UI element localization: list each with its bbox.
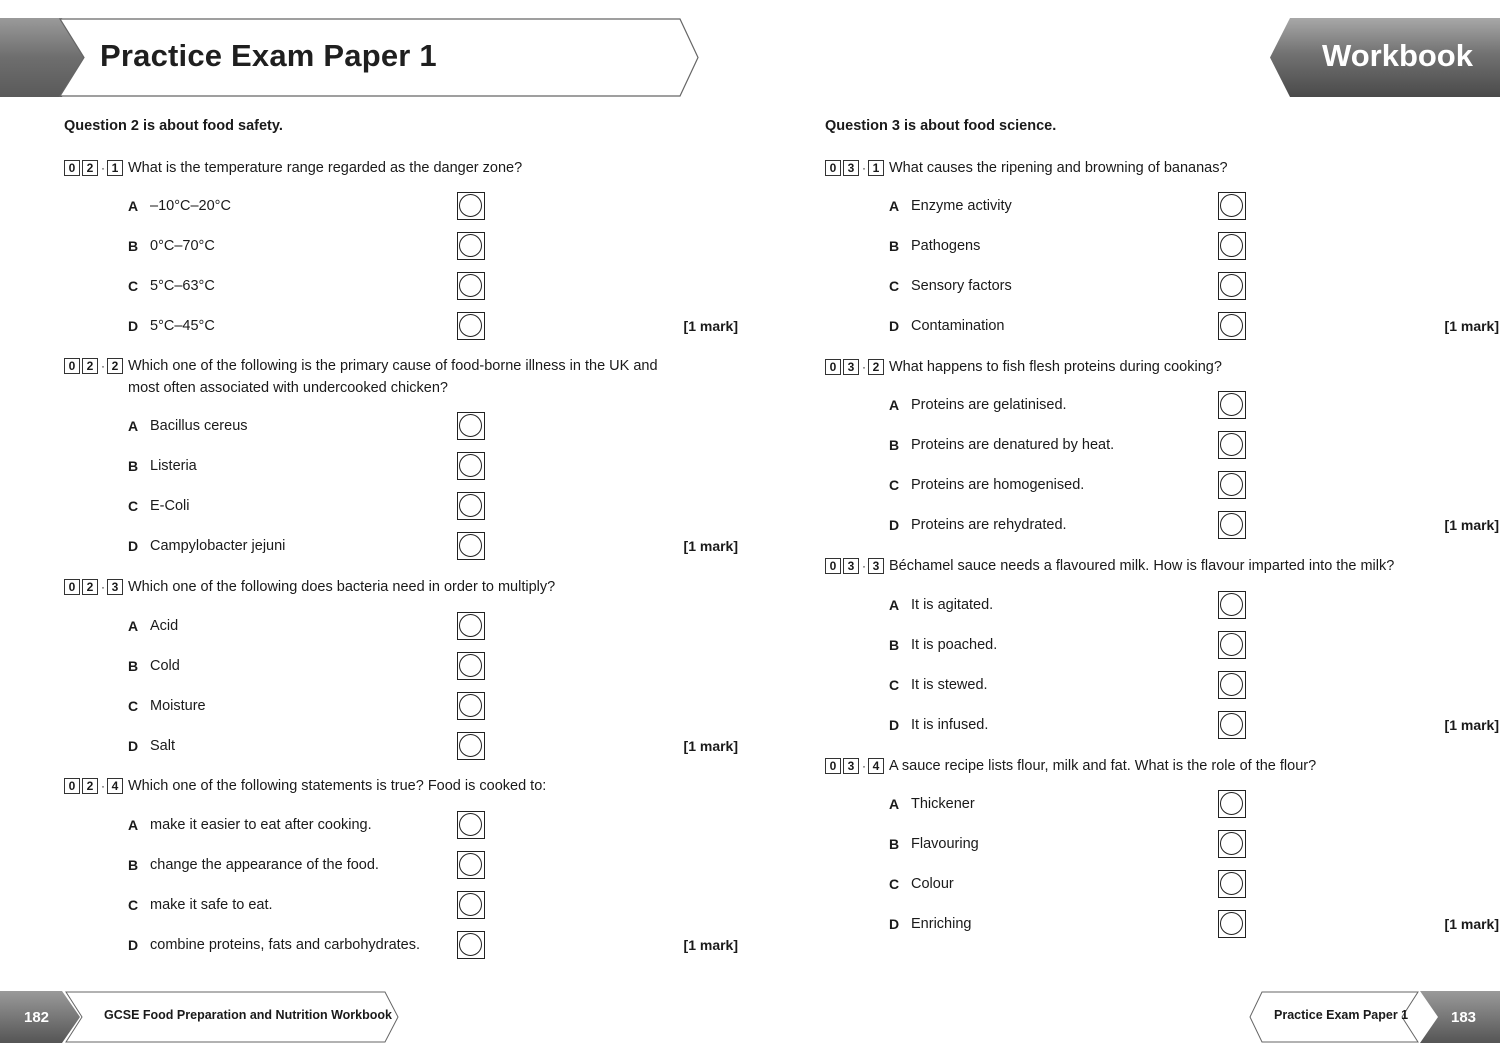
question-number: 0 3 · 1 [825,160,886,176]
answer-checkbox[interactable] [457,811,485,839]
answer-checkbox[interactable] [457,612,485,640]
answer-checkbox[interactable] [457,312,485,340]
section-intro: Question 3 is about food science. [825,118,1057,134]
option-row: B change the appearance of the food. [128,851,708,881]
question-03-2 [825,356,1465,378]
option-row: A It is agitated. [889,591,1469,621]
answer-checkbox[interactable] [1218,711,1246,739]
option-row: D Enriching [1 mark] [889,910,1469,940]
option-row: B Flavouring [889,830,1469,860]
option-row: C It is stewed. [889,671,1469,701]
answer-checkbox[interactable] [1218,790,1246,818]
answer-checkbox[interactable] [457,732,485,760]
mark-label: [1 mark] [1444,916,1499,932]
option-row: B It is poached. [889,631,1469,661]
mark-label: [1 mark] [683,538,738,554]
mark-label: [1 mark] [1444,717,1499,733]
page-number-right: 183 [1451,1009,1477,1026]
section-intro: Question 2 is about food safety. [64,118,283,134]
section-title: Workbook [1322,38,1473,73]
page-number-left: 182 [24,1009,50,1026]
answer-checkbox[interactable] [457,891,485,919]
option-row: C Colour [889,870,1469,900]
question-text: What causes the ripening and browning of bananas? [889,160,1228,176]
answer-checkbox[interactable] [1218,631,1246,659]
option-row: A Enzyme activity [889,192,1469,222]
option-row: A make it easier to eat after cooking. [128,811,708,841]
option-row: C 5°C–63°C [128,272,708,302]
option-row: C make it safe to eat. [128,891,708,921]
option-row: A Thickener [889,790,1469,820]
answer-checkbox[interactable] [1218,671,1246,699]
mark-label: [1 mark] [683,937,738,953]
answer-checkbox[interactable] [457,851,485,879]
question-number: 0 3 · 3 [825,558,886,574]
answer-checkbox[interactable] [457,192,485,220]
question-number: 0 2 · 1 [64,160,125,176]
question-text: What is the temperature range regarded as the danger zone? [128,160,523,176]
answer-checkbox[interactable] [1218,192,1246,220]
answer-checkbox[interactable] [1218,591,1246,619]
option-row: B Cold [128,652,708,682]
answer-checkbox[interactable] [457,692,485,720]
question-02-2 [64,355,684,399]
option-row: C Sensory factors [889,272,1469,302]
mark-label: [1 mark] [683,738,738,754]
answer-checkbox[interactable] [1218,391,1246,419]
option-row: C E-Coli [128,492,708,522]
question-number: 0 2 · 2 [64,358,125,374]
answer-checkbox[interactable] [1218,312,1246,340]
question-text: What happens to fish flesh proteins during cooking? [889,359,1222,375]
option-row: C Moisture [128,692,708,722]
option-row: D combine proteins, fats and carbohydrates. [1 mark] [128,931,708,961]
option-row: D 5°C–45°C [1 mark] [128,312,708,342]
answer-checkbox[interactable] [457,931,485,959]
mark-label: [1 mark] [1444,517,1499,533]
question-text: Which one of the following statements is true? Food is cooked to: [128,778,547,794]
mark-label: [1 mark] [1444,318,1499,334]
answer-checkbox[interactable] [457,412,485,440]
question-02-4 [64,775,704,797]
option-row: A Acid [128,612,708,642]
question-02-1 [64,157,704,179]
option-row: B Pathogens [889,232,1469,262]
mark-label: [1 mark] [683,318,738,334]
option-row: D Contamination [1 mark] [889,312,1469,342]
answer-checkbox[interactable] [1218,910,1246,938]
option-row: A Bacillus cereus [128,412,708,442]
answer-checkbox[interactable] [1218,870,1246,898]
question-03-3 [825,555,1465,577]
option-row: C Proteins are homogenised. [889,471,1469,501]
page-title: Practice Exam Paper 1 [100,38,437,73]
question-text: Béchamel sauce needs a flavoured milk. How is flavour imparted into the milk? [889,558,1395,574]
question-number: 0 2 · 4 [64,778,125,794]
answer-checkbox[interactable] [457,652,485,680]
option-row: B Proteins are denatured by heat. [889,431,1469,461]
answer-checkbox[interactable] [1218,431,1246,459]
question-02-3 [64,576,704,598]
answer-checkbox[interactable] [457,232,485,260]
option-row: B Listeria [128,452,708,482]
answer-checkbox[interactable] [457,272,485,300]
option-row: D Campylobacter jejuni [1 mark] [128,532,708,562]
option-row: D Proteins are rehydrated. [1 mark] [889,511,1469,541]
answer-checkbox[interactable] [1218,272,1246,300]
question-text: A sauce recipe lists flour, milk and fat. What is the role of the flour? [889,758,1317,774]
answer-checkbox[interactable] [1218,471,1246,499]
answer-checkbox[interactable] [457,492,485,520]
answer-checkbox[interactable] [1218,511,1246,539]
option-row: D It is infused. [1 mark] [889,711,1469,741]
option-row: A Proteins are gelatinised. [889,391,1469,421]
footer-section-title: Practice Exam Paper 1 [1274,1008,1409,1022]
answer-checkbox[interactable] [1218,830,1246,858]
question-number: 0 2 · 3 [64,579,125,595]
option-row: A –10°C–20°C [128,192,708,222]
option-row: B 0°C–70°C [128,232,708,262]
footer-book-title: GCSE Food Preparation and Nutrition Workbook [104,1008,392,1022]
option-row: D Salt [1 mark] [128,732,708,762]
question-number: 0 3 · 2 [825,359,886,375]
question-03-4 [825,755,1465,777]
answer-checkbox[interactable] [457,532,485,560]
answer-checkbox[interactable] [1218,232,1246,260]
question-text: Which one of the following is the primary cause of food-borne illness in the UK and most often associated with undercooked chicken? [128,358,658,396]
question-03-1 [825,157,1465,179]
question-number: 0 3 · 4 [825,758,886,774]
answer-checkbox[interactable] [457,452,485,480]
question-text: Which one of the following does bacteria need in order to multiply? [128,579,556,595]
